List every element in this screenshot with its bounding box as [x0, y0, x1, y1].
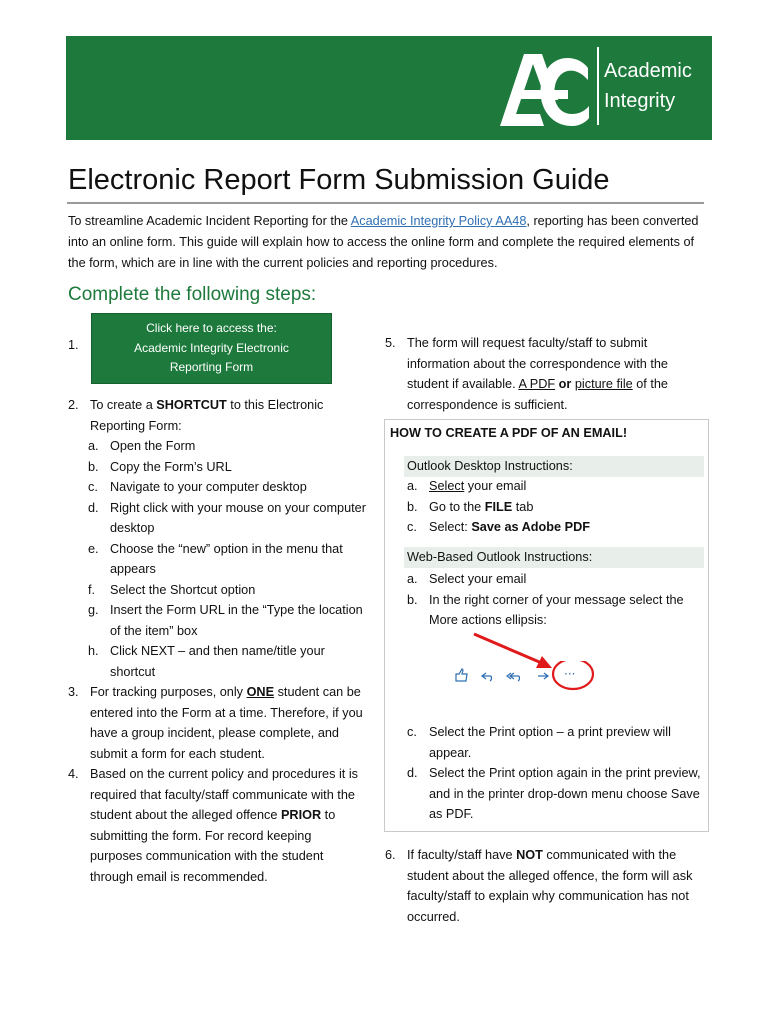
web-steps-continued	[407, 722, 707, 825]
red-arrow-annotation	[470, 628, 560, 674]
list-item: a. Open the Form	[88, 439, 196, 453]
step-3-bold: ONE	[246, 685, 275, 699]
step-4-number: 4.	[68, 767, 79, 781]
reply-icon	[482, 673, 492, 681]
list-item: g. Insert the Form URL in the “Type the location of the item” box	[88, 603, 363, 638]
logo-wordmark	[604, 56, 692, 116]
pdf-box-heading: HOW TO CREATE A PDF OF AN EMAIL!	[390, 426, 628, 440]
intro-text-2: , reporting has been converted into an online form. This guide will explain how to access the online form and complete the required elements of the form, which are in line with the current policies and reporting procedures.	[68, 214, 699, 270]
web-steps	[407, 569, 707, 631]
intro-text-1: To streamline Academic Incident Reporting for the	[68, 214, 351, 228]
step-2-text: To create a	[90, 398, 157, 412]
access-button-line-3: Reporting Form	[169, 360, 254, 375]
step-3: 3. For tracking purposes, only ONE student can be entered into the Form at a time. Therefore, if you have a group incident, please complete, and submit a form for each student.	[68, 682, 366, 764]
step-4: 4. Based on the current policy and procedures it is required that faculty/staff communicate with the student about the alleged offence PRIOR to submitting the form. For record keeping purposes communication with the student through email is recommended.	[68, 764, 366, 887]
header-banner	[66, 36, 712, 140]
list-item: c. Select: Save as Adobe PDF	[407, 520, 591, 534]
policy-link[interactable]: Academic Integrity Policy AA48	[350, 214, 527, 228]
step-1-number: 1.	[68, 338, 79, 352]
list-item: d. Right click with your mouse on your computer desktop	[88, 500, 366, 535]
picture-file-underlined: picture file	[574, 377, 633, 391]
steps-heading: Complete the following steps:	[68, 284, 317, 305]
step-2-bold: SHORTCUT	[156, 398, 227, 412]
access-form-button[interactable]	[91, 313, 332, 384]
logo-line-1: Academic	[604, 60, 692, 82]
step-2	[68, 395, 366, 682]
step-4-bold: PRIOR	[280, 808, 322, 822]
list-item: c. Select the Print option – a print preview will appear.	[407, 725, 671, 760]
list-item: b. Go to the FILE tab	[407, 499, 534, 514]
list-item: d. Select the Print option again in the print preview, and in the printer drop-down menu choose Save as PDF.	[407, 766, 701, 821]
more-actions-ellipsis-icon: ···	[564, 667, 576, 681]
pdf-underlined: A PDF	[518, 377, 556, 391]
access-button-line-2: Academic Integrity Electronic	[134, 340, 289, 355]
step-6-bold: NOT	[516, 848, 543, 862]
list-item: e. Choose the “new” option in the menu that appears	[88, 541, 343, 576]
step-5-number: 5.	[385, 336, 396, 350]
step-2-number: 2.	[68, 398, 79, 412]
list-item: c. Navigate to your computer desktop	[88, 480, 307, 494]
step-2-text-end: to this Electronic Reporting Form:	[90, 398, 324, 433]
list-item: a. Select your email	[407, 479, 527, 493]
web-outlook-heading: Web-Based Outlook Instructions:	[404, 547, 704, 568]
outlook-desktop-heading: Outlook Desktop Instructions:	[404, 456, 704, 477]
step-5: 5. The form will request faculty/staff to submit information about the correspondence with the student if available. A PDF or picture file of the correspondence is sufficient.	[385, 333, 710, 415]
list-item: a. Select your email	[407, 572, 527, 586]
list-item: b. In the right corner of your message select the More actions ellipsis:	[407, 592, 684, 627]
page-title: Electronic Report Form Submission Guide	[68, 164, 610, 196]
logo-line-2: Integrity	[604, 90, 676, 112]
like-icon	[456, 669, 467, 681]
step-6: 6. If faculty/staff have NOT communicated with the student about the alleged offence, the form will ask faculty/staff to explain why communication has not occurred.	[385, 845, 705, 927]
reply-all-icon	[507, 673, 520, 681]
intro-paragraph	[68, 211, 708, 274]
step-6-number: 6.	[385, 848, 396, 862]
ac-logo-mark	[498, 50, 590, 128]
desktop-steps	[407, 476, 707, 538]
list-item: b. Copy the Form’s URL	[88, 459, 232, 474]
step-3-number: 3.	[68, 685, 79, 699]
left-steps	[68, 395, 366, 887]
list-item: f. Select the Shortcut option	[88, 582, 256, 597]
list-item: h. Click NEXT – and then name/title your shortcut	[88, 644, 325, 679]
logo-divider	[597, 47, 599, 125]
access-button-line-1: Click here to access the:	[146, 321, 277, 336]
title-underline	[67, 202, 704, 204]
